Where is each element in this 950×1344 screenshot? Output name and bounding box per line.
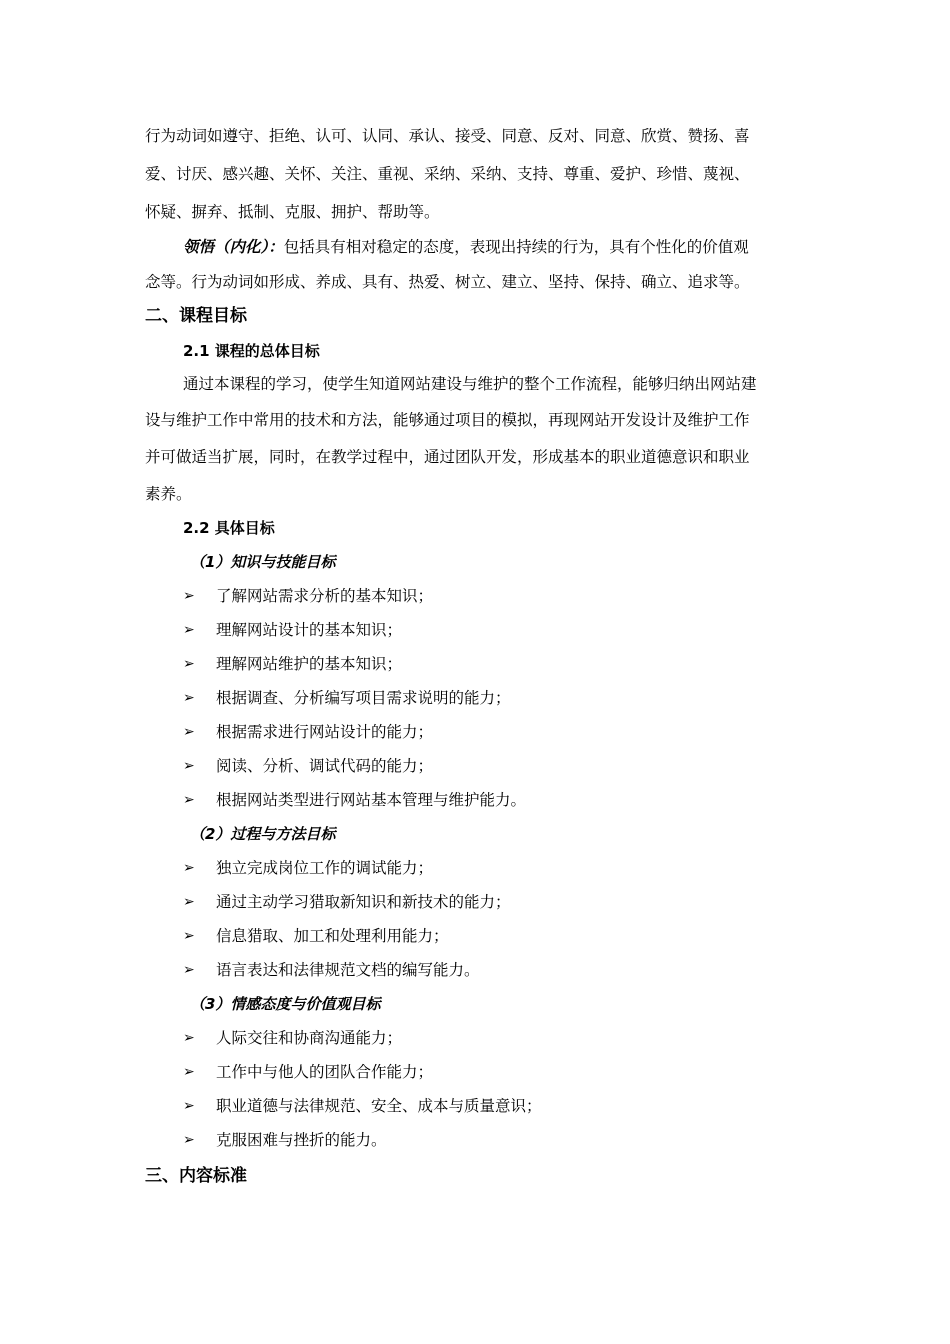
list-item: 职业道德与法律规范、安全、成本与质量意识； [216, 1097, 542, 1115]
section3-heading: 三、内容标准 [145, 1166, 247, 1186]
bullet-arrow-icon: ➢ [183, 962, 195, 978]
s21-line-1: 通过本课程的学习，使学生知道网站建设与维护的整个工作流程，能够归纳出网站建 [183, 375, 757, 393]
list-item: 克服困难与挫折的能力。 [216, 1131, 387, 1149]
lingwu-paragraph [183, 237, 749, 257]
section2-heading: 二、课程目标 [145, 306, 247, 326]
bullet-arrow-icon: ➢ [183, 724, 195, 740]
list-item: 信息猎取、加工和处理利用能力； [216, 927, 449, 945]
group-1-heading: （1）知识与技能目标 [190, 553, 336, 571]
bullet-arrow-icon: ➢ [183, 792, 195, 808]
s21-heading: 2.1 课程的总体目标 [183, 342, 320, 360]
list-item: 工作中与他人的团队合作能力； [216, 1063, 434, 1081]
lingwu-text: 包括具有相对稳定的态度，表现出持续的行为，具有个性化的价值观 [283, 238, 749, 256]
list-item: 通过主动学习猎取新知识和新技术的能力； [216, 893, 511, 911]
list-item: 根据需求进行网站设计的能力； [216, 723, 434, 741]
list-item: 理解网站设计的基本知识； [216, 621, 403, 639]
intro-line-2: 爱、讨厌、感兴趣、关怀、关注、重视、采纳、采纳、支持、尊重、爱护、珍惜、蔑视、 [145, 165, 750, 183]
bullet-arrow-icon: ➢ [183, 928, 195, 944]
bullet-arrow-icon: ➢ [183, 656, 195, 672]
bullet-arrow-icon: ➢ [183, 860, 195, 876]
intro-line-1: 行为动词如遵守、拒绝、认可、认同、承认、接受、同意、反对、同意、欣赏、赞扬、喜 [145, 127, 750, 145]
bullet-arrow-icon: ➢ [183, 758, 195, 774]
bullet-arrow-icon: ➢ [183, 690, 195, 706]
list-item: 根据调查、分析编写项目需求说明的能力； [216, 689, 511, 707]
list-item: 人际交往和协商沟通能力； [216, 1029, 403, 1047]
lingwu-lead: 领悟（内化）： [183, 238, 284, 256]
lingwu-line-2: 念等。行为动词如形成、养成、具有、热爱、树立、建立、坚持、保持、确立、追求等。 [145, 273, 750, 291]
bullet-arrow-icon: ➢ [183, 1064, 195, 1080]
group-2-heading: （2）过程与方法目标 [190, 825, 336, 843]
s21-line-2: 设与维护工作中常用的技术和方法，能够通过项目的模拟，再现网站开发设计及维护工作 [145, 411, 750, 429]
list-item: 根据网站类型进行网站基本管理与维护能力。 [216, 791, 527, 809]
intro-line-3: 怀疑、摒弃、抵制、克服、拥护、帮助等。 [145, 203, 440, 221]
bullet-arrow-icon: ➢ [183, 1030, 195, 1046]
list-item: 语言表达和法律规范文档的编写能力。 [216, 961, 480, 979]
s22-heading: 2.2 具体目标 [183, 519, 275, 537]
bullet-arrow-icon: ➢ [183, 1132, 195, 1148]
list-item: 独立完成岗位工作的调试能力； [216, 859, 434, 877]
bullet-arrow-icon: ➢ [183, 622, 195, 638]
list-item: 阅读、分析、调试代码的能力； [216, 757, 434, 775]
s21-line-4: 素养。 [145, 485, 192, 503]
list-item: 了解网站需求分析的基本知识； [216, 587, 434, 605]
group-3-heading: （3）情感态度与价值观目标 [190, 995, 381, 1013]
list-item: 理解网站维护的基本知识； [216, 655, 403, 673]
bullet-arrow-icon: ➢ [183, 894, 195, 910]
s21-line-3: 并可做适当扩展，同时，在教学过程中，通过团队开发，形成基本的职业道德意识和职业 [145, 448, 750, 466]
bullet-arrow-icon: ➢ [183, 1098, 195, 1114]
bullet-arrow-icon: ➢ [183, 588, 195, 604]
